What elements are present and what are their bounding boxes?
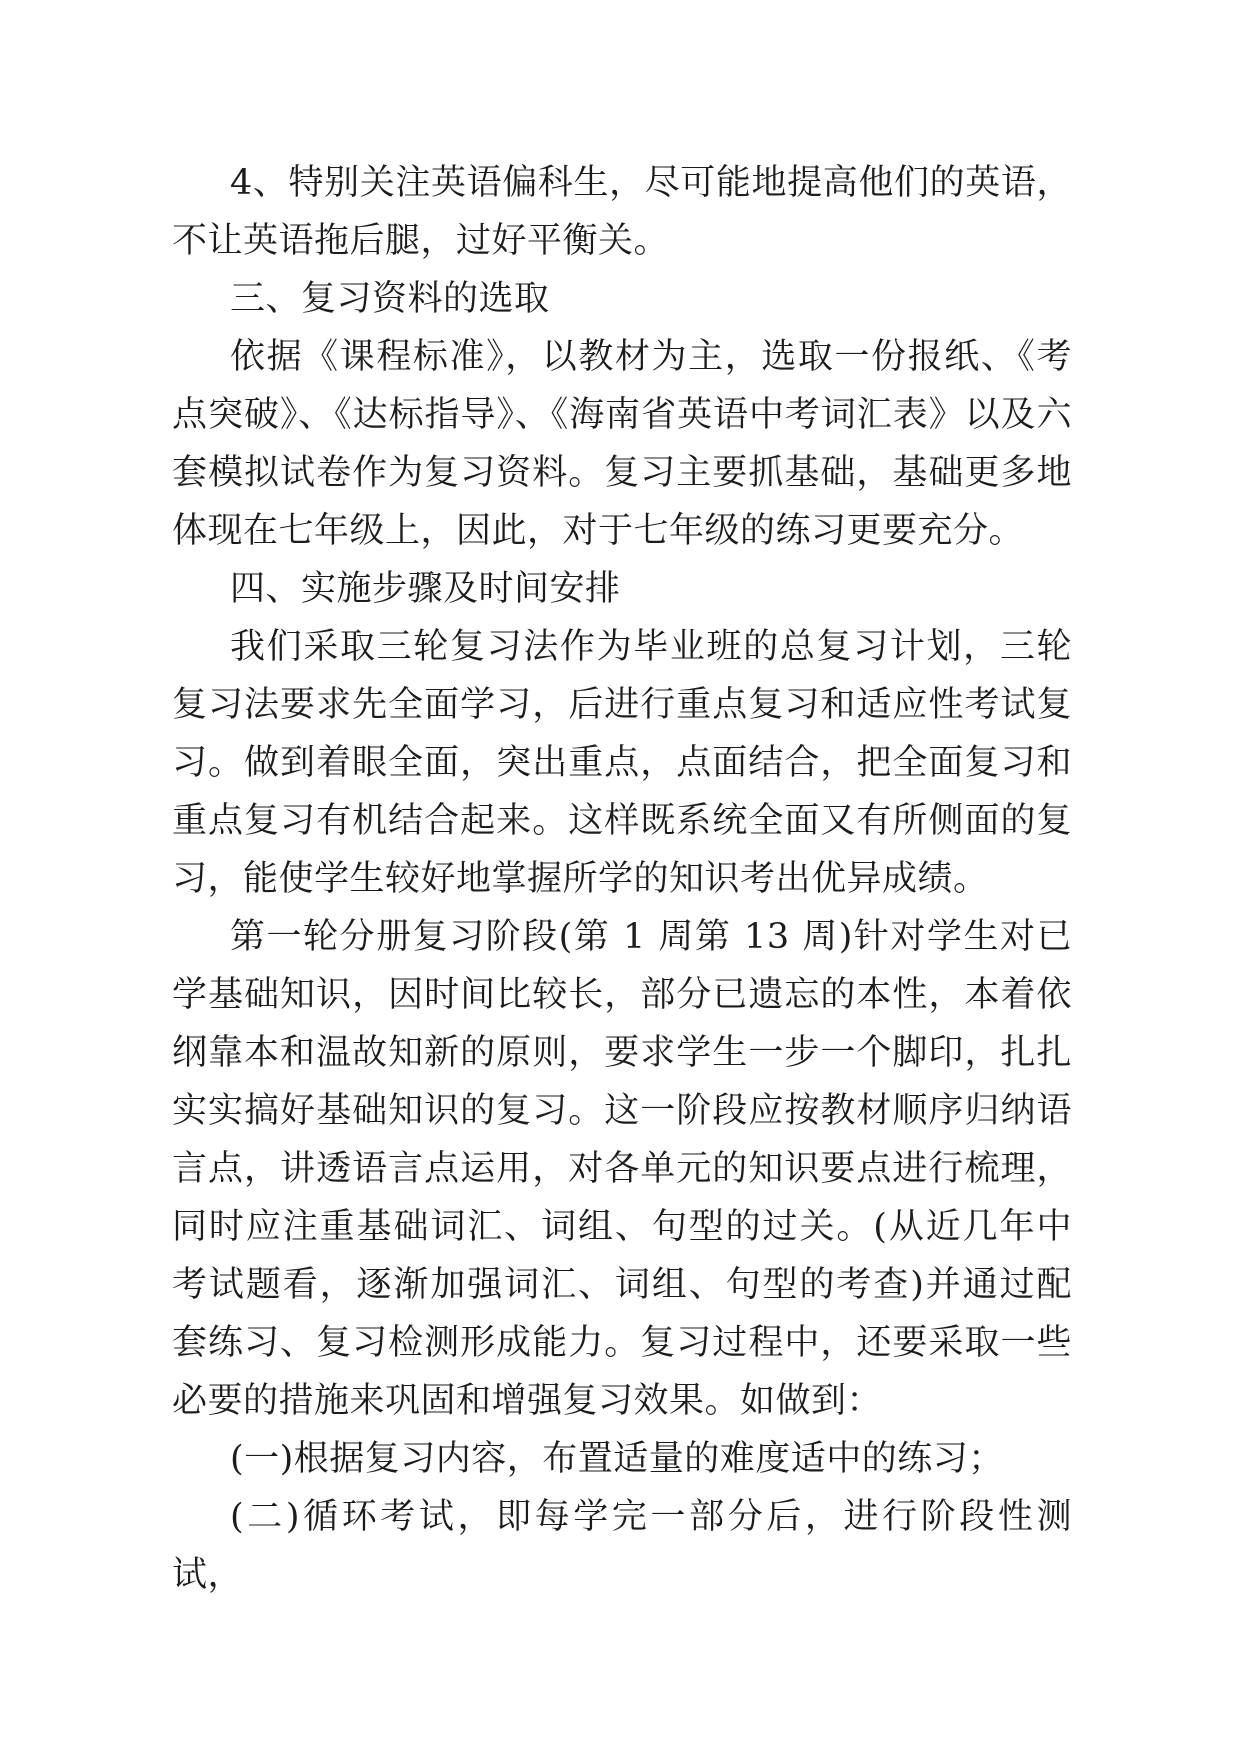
section-heading-3: 三、复习资料的选取	[230, 279, 550, 319]
document-body	[172, 154, 1072, 1604]
paragraph-measure-1: (一)根据复习内容，布置适量的难度适中的练习；	[230, 1439, 1004, 1479]
paragraph-list-item-4: 4、特别关注英语偏科生，尽可能地提高他们的英语，不让英语拖后腿，过好平衡关。	[172, 163, 1072, 261]
paragraph-review-materials: 依据《课程标准》，以教材为主，选取一份报纸、《考点突破》、《达标指导》、《海南省英语中考词汇表》以及六套模拟试卷作为复习资料。复习主要抓基础，基础更多地体现在七年级上，因此，对于七年级的练习更要充分。	[172, 337, 1072, 551]
paragraph-measure-2: (二)循环考试，即每学完一部分后，进行阶段性测试，	[172, 1497, 1072, 1595]
paragraph-first-round-stage: 第一轮分册复习阶段(第 1 周第 13 周)针对学生对已学基础知识，因时间比较长，部分已遗忘的本性，本着依纲靠本和温故知新的原则，要求学生一步一个脚印，扎扎实实搞好基础知识的复习。这一阶段应按教材顺序归纳语言点，讲透语言点运用，对各单元的知识要点进行梳理，同时应注重基础词汇、词组、句型的过关。(从近几年中考试题看，逐渐加强词汇、词组、句型的考查)并通过配套练习、复习检测形成能力。复习过程中，还要采取一些必要的措施来巩固和增强复习效果。如做到：	[172, 917, 1072, 1421]
paragraph-three-round-plan: 我们采取三轮复习法作为毕业班的总复习计划，三轮复习法要求先全面学习，后进行重点复习和适应性考试复习。做到着眼全面，突出重点，点面结合，把全面复习和重点复习有机结合起来。这样既系统全面又有所侧面的复习，能使学生较好地掌握所学的知识考出优异成绩。	[172, 627, 1072, 899]
section-heading-4: 四、实施步骤及时间安排	[230, 569, 621, 609]
